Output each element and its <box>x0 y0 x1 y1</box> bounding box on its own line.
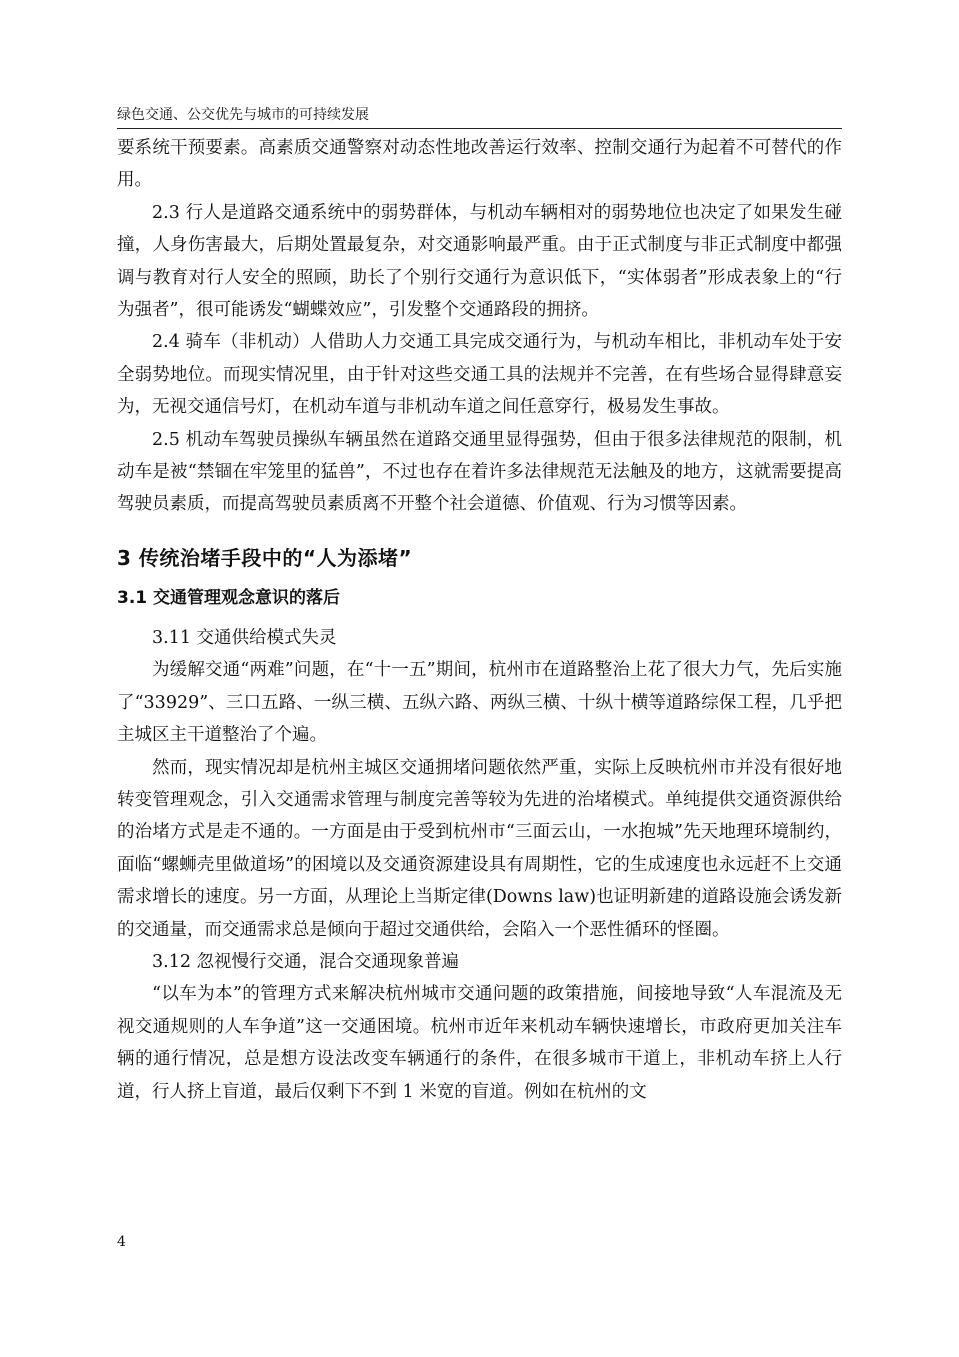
page-number: 4 <box>117 1234 126 1250</box>
subsection-heading-3-1: 3.1 交通管理观念意识的落后 <box>117 587 341 608</box>
paragraph-2-3: 2.3 行人是道路交通系统中的弱势群体，与机动车辆相对的弱势地位也决定了如果发生碰撞，人身伤害最大，后期处置最复杂，对交通影响最严重。由于正式制度与非正式制度中都强调与教育对行人安全的照顾，助长了个别行交通行为意识低下，“实体弱者”形成表象上的“行为强者”，很可能诱发“蝴蝶效应”，引发整个交通路段的拥挤。 <box>117 202 842 321</box>
paragraph-3-11-a: 为缓解交通“两难”问题，在“十一五”期间，杭州市在道路整治上花了很大力气，先后实施了“33929”、三口五路、一纵三横、五纵六路、两纵三横、十纵十横等道路综保工程，几乎把主城区主干道整治了个遍。 <box>117 660 842 746</box>
paragraph-continuation: 要系统干预要素。高素质交通警察对动态性地改善运行效率、控制交通行为起着不可替代的作用。 <box>117 138 842 191</box>
body-text <box>117 132 842 1108</box>
paragraph-2-5: 2.5 机动车驾驶员操纵车辆虽然在道路交通里显得强势，但由于很多法律规范的限制，机动车是被“禁锢在牢笼里的猛兽”，不过也存在着许多法律规范无法触及的地方，这就需要提高驾驶员素质，而提高驾驶员素质离不开整个社会道德、价值观、行为习惯等因素。 <box>117 429 842 515</box>
paragraph-3-12: “以车为本”的管理方式来解决杭州城市交通问题的政策措施，间接地导致“人车混流及无视交通规则的人车争道”这一交通困境。杭州市近年来机动车辆快速增长，市政府更加关注车辆的通行情况，总是想方设法改变车辆通行的条件，在很多城市干道上，非机动车挤上人行道，行人挤上盲道，最后仅剩下不到 1 米宽的盲道。例如在杭州的文 <box>117 984 842 1102</box>
sub-heading-3-12: 3.12 忽视慢行交通，混合交通现象普遍 <box>152 951 460 972</box>
sub-heading-3-11: 3.11 交通供给模式失灵 <box>152 627 337 648</box>
paragraph-3-11-b: 然而，现实情况却是杭州主城区交通拥堵问题依然严重，实际上反映杭州市并没有很好地转变管理观念，引入交通需求管理与制度完善等较为先进的治堵模式。单纯提供交通资源供给的治堵方式是走不通的。一方面是由于受到杭州市“三面云山，一水抱城”先天地理环境制约，面临“螺蛳壳里做道场”的困境以及交通资源建设具有周期性，它的生成速度也永远赶不上交通需求增长的速度。另一方面，从理论上当斯定律(Downs law)也证明新建的道路设施会诱发新的交通量，而交通需求总是倾向于超过交通供给，会陷入一个恶性循环的怪圈。 <box>117 757 842 940</box>
running-header: 绿色交通、公交优先与城市的可持续发展 <box>117 107 369 123</box>
section-heading-3: 3 传统治堵手段中的“人为添堵” <box>117 545 413 570</box>
paragraph-2-4: 2.4 骑车（非机动）人借助人力交通工具完成交通行为，与机动车相比，非机动车处于安全弱势地位。而现实情况里，由于针对这些交通工具的法规并不完善，在有些场合显得肆意妄为，无视交通信号灯，在机动车道与非机动车道之间任意穿行，极易发生事故。 <box>117 332 842 418</box>
header-rule <box>117 128 842 129</box>
